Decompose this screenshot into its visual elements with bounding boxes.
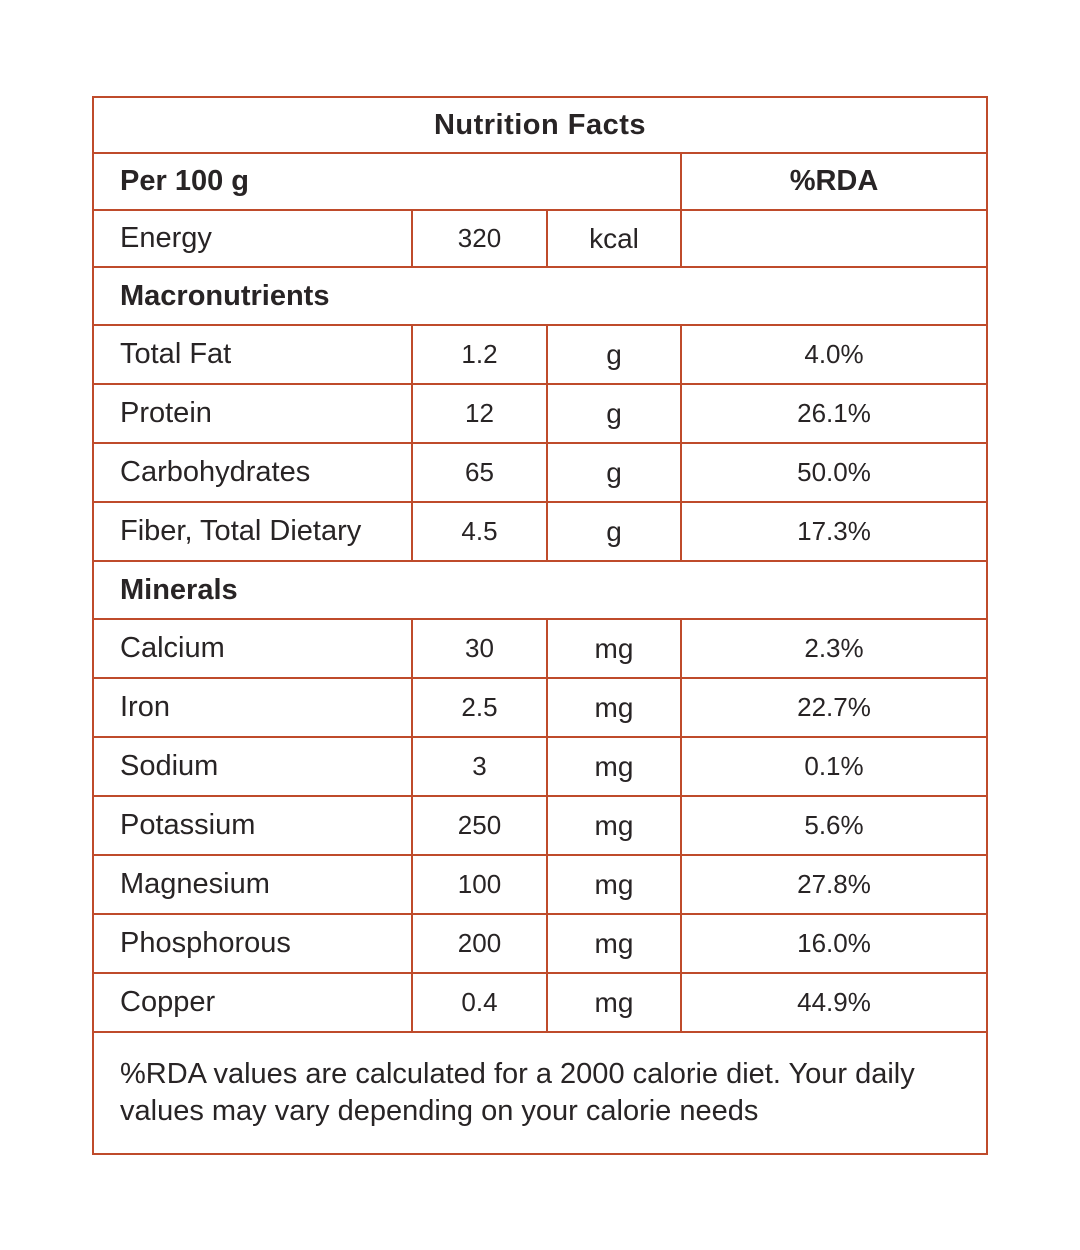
- nutrient-rda: 16.0%: [681, 914, 987, 973]
- serving-header-row: [93, 153, 987, 210]
- nutrient-value: 65: [412, 443, 547, 502]
- nutrient-unit: mg: [547, 619, 681, 678]
- nutrient-unit: g: [547, 502, 681, 561]
- nutrient-rda: 26.1%: [681, 384, 987, 443]
- nutrient-row-potassium: [93, 796, 987, 855]
- nutrient-label: Iron: [93, 678, 412, 737]
- nutrient-label: Sodium: [93, 737, 412, 796]
- nutrient-unit: mg: [547, 737, 681, 796]
- nutrient-value: 0.4: [412, 973, 547, 1032]
- section-header-macronutrients: [93, 267, 987, 325]
- nutrient-unit: mg: [547, 678, 681, 737]
- nutrient-unit: mg: [547, 973, 681, 1032]
- nutrient-rda: 17.3%: [681, 502, 987, 561]
- nutrient-rda: [681, 210, 987, 267]
- nutrient-value: 250: [412, 796, 547, 855]
- nutrient-unit: g: [547, 325, 681, 384]
- serving-size-label: Per 100 g: [93, 153, 681, 210]
- nutrient-unit: g: [547, 384, 681, 443]
- section-header-minerals: [93, 561, 987, 619]
- section-title: Macronutrients: [93, 267, 987, 325]
- nutrient-value: 2.5: [412, 678, 547, 737]
- nutrient-row-total-fat: [93, 325, 987, 384]
- nutrient-row-protein: [93, 384, 987, 443]
- nutrient-row-copper: [93, 973, 987, 1032]
- nutrient-row-calcium: [93, 619, 987, 678]
- nutrient-unit: mg: [547, 855, 681, 914]
- nutrient-row-sodium: [93, 737, 987, 796]
- nutrient-rda: 50.0%: [681, 443, 987, 502]
- nutrient-value: 30: [412, 619, 547, 678]
- nutrient-label: Carbohydrates: [93, 443, 412, 502]
- nutrient-row-magnesium: [93, 855, 987, 914]
- nutrient-row-iron: [93, 678, 987, 737]
- nutrient-row-fiber: [93, 502, 987, 561]
- nutrient-label: Protein: [93, 384, 412, 443]
- nutrient-unit: kcal: [547, 210, 681, 267]
- rda-column-header: %RDA: [681, 153, 987, 210]
- nutrient-value: 200: [412, 914, 547, 973]
- nutrient-unit: mg: [547, 796, 681, 855]
- nutrient-label: Potassium: [93, 796, 412, 855]
- nutrient-rda: 2.3%: [681, 619, 987, 678]
- nutrient-label: Energy: [93, 210, 412, 267]
- nutrient-value: 320: [412, 210, 547, 267]
- nutrient-label: Fiber, Total Dietary: [93, 502, 412, 561]
- nutrient-rda: 0.1%: [681, 737, 987, 796]
- nutrient-value: 1.2: [412, 325, 547, 384]
- nutrient-label: Total Fat: [93, 325, 412, 384]
- nutrient-rda: 44.9%: [681, 973, 987, 1032]
- nutrition-facts-table: [92, 96, 988, 1155]
- table-title: Nutrition Facts: [93, 97, 987, 153]
- nutrient-value: 12: [412, 384, 547, 443]
- nutrient-rda: 4.0%: [681, 325, 987, 384]
- nutrient-rda: 22.7%: [681, 678, 987, 737]
- nutrient-unit: mg: [547, 914, 681, 973]
- section-title: Minerals: [93, 561, 987, 619]
- nutrient-row-phosphorous: [93, 914, 987, 973]
- nutrient-label: Calcium: [93, 619, 412, 678]
- footnote-row: [93, 1032, 987, 1154]
- nutrient-value: 100: [412, 855, 547, 914]
- nutrient-label: Magnesium: [93, 855, 412, 914]
- nutrient-rda: 5.6%: [681, 796, 987, 855]
- nutrient-unit: g: [547, 443, 681, 502]
- nutrient-rda: 27.8%: [681, 855, 987, 914]
- nutrient-value: 4.5: [412, 502, 547, 561]
- energy-row: [93, 210, 987, 267]
- nutrient-label: Copper: [93, 973, 412, 1032]
- nutrient-label: Phosphorous: [93, 914, 412, 973]
- title-row: [93, 97, 987, 153]
- rda-footnote: %RDA values are calculated for a 2000 calorie diet. Your daily values may vary depending on your calorie needs: [93, 1032, 987, 1154]
- nutrient-row-carbohydrates: [93, 443, 987, 502]
- nutrient-value: 3: [412, 737, 547, 796]
